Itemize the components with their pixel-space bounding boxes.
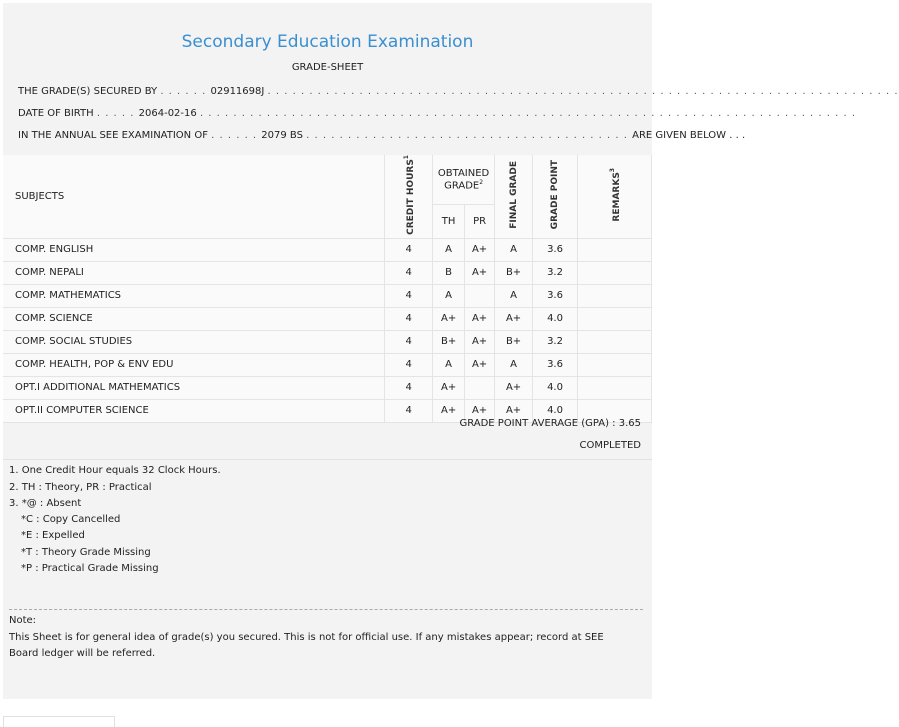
credit-hours: 4 [385, 399, 433, 422]
final-grade: A+ [495, 399, 533, 422]
dob-line: DATE OF BIRTH . . . . . 2064-02-16 . . . . . . . . . . . . . . . . . . . . . . . . . . . . . . . . . . . . . . . . . . . . . . . . . . . . . . . . . . . . . . . . . . . . . . . . . . . . . . . [18, 108, 857, 119]
exam-value: 2079 BS [261, 130, 303, 141]
col-th: TH [433, 204, 465, 238]
footnote-3: 3. *@ : Absent [9, 498, 82, 509]
th-grade: B+ [433, 330, 465, 353]
final-grade: A [495, 238, 533, 261]
col-final-grade: FINAL GRADE [495, 155, 533, 238]
th-grade: A [433, 353, 465, 376]
footnote-3-theory-missing: *T : Theory Grade Missing [21, 547, 151, 558]
footnote-3-practical-missing: *P : Practical Grade Missing [21, 563, 159, 574]
th-grade: A+ [433, 376, 465, 399]
col-remarks: REMARKS$^3$ [578, 155, 652, 238]
table-row [3, 261, 652, 284]
remarks [578, 238, 652, 261]
bottom-panel [3, 716, 115, 727]
pr-grade: A+ [465, 261, 495, 284]
subject-name: COMP. HEALTH, POP & ENV EDU [3, 353, 385, 376]
col-credit-hours: CREDIT HOURS$^1$ [385, 155, 433, 238]
th-grade: B [433, 261, 465, 284]
credit-hours: 4 [385, 261, 433, 284]
exam-suffix: ARE GIVEN BELOW . . . [632, 130, 746, 141]
table-row [3, 353, 652, 376]
subject-name: COMP. MATHEMATICS [3, 284, 385, 307]
secured-by-value: 02911698J [210, 86, 265, 97]
table-row [3, 238, 652, 261]
footnote-2: 2. TH : Theory, PR : Practical [9, 482, 152, 493]
credit-hours: 4 [385, 284, 433, 307]
remarks [578, 353, 652, 376]
gpa-value: GRADE POINT AVERAGE (GPA) : 3.65 [459, 418, 641, 429]
subject-name: COMP. SOCIAL STUDIES [3, 330, 385, 353]
credit-hours: 4 [385, 238, 433, 261]
credit-hours: 4 [385, 307, 433, 330]
final-grade: A+ [495, 307, 533, 330]
footnote-3-copy-cancelled: *C : Copy Cancelled [21, 514, 121, 525]
grades-table [3, 155, 652, 423]
remarks [578, 307, 652, 330]
grade-point: 4.0 [533, 376, 578, 399]
subject-name: OPT.II COMPUTER SCIENCE [3, 399, 385, 422]
dob-value: 2064-02-16 [138, 108, 197, 119]
pr-grade: A+ [465, 353, 495, 376]
remarks [578, 284, 652, 307]
footnote-1: 1. One Credit Hour equals 32 Clock Hours. [9, 465, 221, 476]
table-row [3, 376, 652, 399]
remarks [578, 376, 652, 399]
note-text: This Sheet is for general idea of grade(s) you secured. This is not for official use. If any mistakes appear; record at SEE Board ledger will be referred. [9, 632, 604, 659]
table-row [3, 284, 652, 307]
result-status: COMPLETED [579, 440, 641, 451]
table-row [3, 330, 652, 353]
pr-grade: A+ [465, 330, 495, 353]
grade-point: 3.6 [533, 353, 578, 376]
col-obtained-grade: OBTAINED GRADE$^2$ [433, 155, 495, 204]
subject-name: COMP. ENGLISH [3, 238, 385, 261]
grade-point: 3.6 [533, 284, 578, 307]
page-title: Secondary Education Examination [181, 32, 474, 52]
pr-grade [465, 376, 495, 399]
subject-name: COMP. NEPALI [3, 261, 385, 284]
grade-point: 3.2 [533, 330, 578, 353]
grade-point: 3.6 [533, 238, 578, 261]
footnote-3-expelled: *E : Expelled [21, 530, 85, 541]
secured-by-label: THE GRADE(S) SECURED BY [18, 86, 158, 97]
pr-grade: A+ [465, 307, 495, 330]
col-subjects: SUBJECTS [3, 155, 385, 238]
credit-hours: 4 [385, 376, 433, 399]
remarks [578, 261, 652, 284]
col-grade-point: GRADE POINT [533, 155, 578, 238]
header-row [3, 155, 652, 204]
page-subtitle: GRADE-SHEET [291, 62, 364, 73]
credit-hours: 4 [385, 353, 433, 376]
th-grade: A+ [433, 399, 465, 422]
th-grade: A [433, 284, 465, 307]
pr-grade [465, 284, 495, 307]
credit-hours: 4 [385, 330, 433, 353]
col-pr: PR [465, 204, 495, 238]
subject-name: COMP. SCIENCE [3, 307, 385, 330]
final-grade: A [495, 353, 533, 376]
remarks [578, 330, 652, 353]
final-grade: B+ [495, 330, 533, 353]
final-grade: A [495, 284, 533, 307]
grade-sheet-card [3, 3, 899, 699]
pr-grade: A+ [465, 238, 495, 261]
table-row [3, 307, 652, 330]
pr-grade: A+ [465, 399, 495, 422]
dob-label: DATE OF BIRTH [18, 108, 94, 119]
final-grade: B+ [495, 261, 533, 284]
exam-line: IN THE ANNUAL SEE EXAMINATION OF . . . . . . 2079 BS . . . . . . . . . . . . . . . . . . . . . . . . . . . . . . . . . . . . . . . ARE GIVEN BELOW . . . [18, 130, 746, 141]
exam-label: IN THE ANNUAL SEE EXAMINATION OF [18, 130, 208, 141]
note-divider [9, 609, 643, 610]
th-grade: A+ [433, 307, 465, 330]
grade-point: 4.0 [533, 399, 578, 422]
grade-point: 4.0 [533, 307, 578, 330]
note-label: Note: [9, 615, 37, 626]
th-grade: A [433, 238, 465, 261]
divider [3, 459, 652, 460]
grade-point: 3.2 [533, 261, 578, 284]
secured-by-line: THE GRADE(S) SECURED BY . . . . . . 02911698J . . . . . . . . . . . . . . . . . . . . . . . . . . . . . . . . . . . . . . . . . . . . . . . . . . . . . . . . . . . . . . . . . . . . . . . . . . . . [18, 86, 899, 97]
final-grade: A+ [495, 376, 533, 399]
subject-name: OPT.I ADDITIONAL MATHEMATICS [3, 376, 385, 399]
